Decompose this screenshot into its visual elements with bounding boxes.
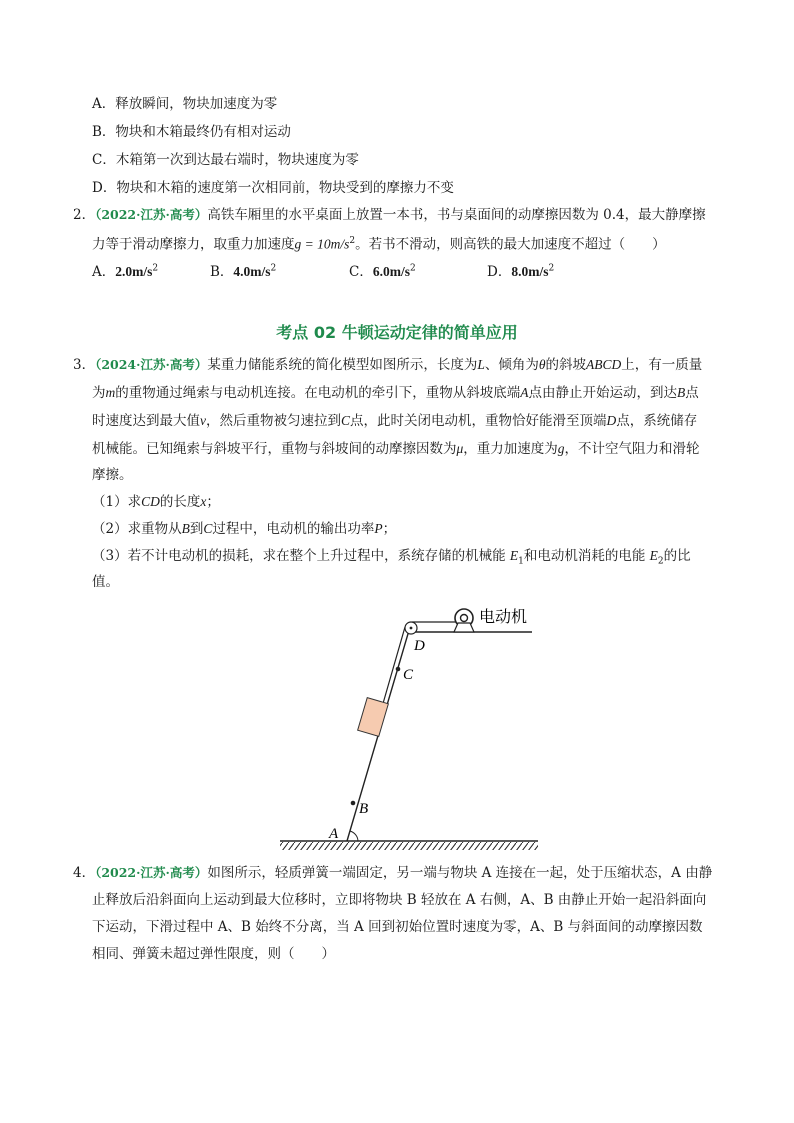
question-source: （2024·江苏·高考） bbox=[95, 357, 208, 372]
q3-text: （3）若不计电动机的损耗，求在整个上升过程中，系统存储的机械能 bbox=[92, 548, 510, 564]
q2-choice-d-label: D． bbox=[487, 264, 512, 280]
q1-option-b: B．物块和木箱最终仍有相对运动 bbox=[92, 124, 291, 140]
ground-hatch bbox=[280, 842, 538, 850]
q2-choice-b-label: B． bbox=[210, 264, 234, 280]
q2-choice-a-label: A． bbox=[92, 264, 116, 280]
q1-option-a: A．释放瞬间，物块加速度为零 bbox=[92, 96, 278, 112]
q2-choice-c bbox=[349, 260, 416, 280]
q3-var-A: A bbox=[520, 385, 529, 400]
q4-line-4: 相同、弹簧未超过弹性限度，则（ ） bbox=[92, 946, 335, 962]
q3-var-g: g bbox=[557, 441, 565, 456]
q2-choice-a bbox=[92, 260, 158, 280]
q3-sub-2 bbox=[92, 520, 396, 538]
q3-var-C: C bbox=[341, 413, 351, 428]
rope-line bbox=[382, 627, 405, 707]
q2-text-1: 高铁车厢里的水平桌面上放置一本书，书与桌面间的动摩擦因数为 0.4，最大静摩擦 bbox=[207, 207, 706, 223]
q3-text: 点由静止开始运动，到达 bbox=[528, 385, 677, 401]
q4-line-2: 止释放后沿斜面向上运动到最大位移时，立即将物块 B 轻放在 A 右侧，A、B 由静止开始一起沿斜面向 bbox=[92, 892, 707, 908]
heavy-block bbox=[358, 698, 389, 737]
q4-text-1: 如图所示，轻质弹簧一端固定，另一端与物块 A 连接在一起，处于压缩状态，A 由静 bbox=[207, 865, 713, 881]
q3-text: 的比 bbox=[663, 548, 691, 564]
q1-option-d: D．物块和木箱的速度第一次相同前，物块受到的摩擦力不变 bbox=[92, 180, 454, 196]
q3-line-1 bbox=[73, 356, 702, 374]
question-source: （2022·江苏·高考） bbox=[95, 865, 208, 880]
q3-line-5: 摩擦。 bbox=[92, 467, 133, 483]
q2-choice-b-sup: 2 bbox=[270, 263, 277, 274]
point-c bbox=[396, 667, 401, 672]
q3-var-x: x bbox=[200, 494, 207, 509]
q4-line-3: 下运动，下滑过程中 A、B 始终不分离，当 A 回到初始位置时速度为零，A、B 与斜面间的动摩擦因数 bbox=[92, 919, 703, 935]
q3-var-E2-sub: 2 bbox=[657, 556, 664, 567]
q3-var-CD: CD bbox=[141, 494, 160, 509]
q3-var-C: C bbox=[203, 521, 213, 536]
q3-var-E1: E bbox=[509, 548, 519, 563]
q3-text: 为 bbox=[92, 385, 106, 401]
question-number: 4． bbox=[73, 865, 96, 881]
q3-text: ； bbox=[382, 521, 397, 537]
q3-var-ABCD: ABCD bbox=[586, 357, 622, 372]
q3-text: ，不计空气阻力和滑轮 bbox=[564, 441, 700, 457]
q3-text: 、倾角为 bbox=[484, 357, 539, 373]
q3-var-mu: μ bbox=[456, 441, 464, 456]
q3-var-m: m bbox=[105, 385, 116, 400]
q2-choice-b-value: 4.0m/s bbox=[233, 264, 271, 279]
q2-choice-d-value: 8.0m/s bbox=[511, 264, 549, 279]
q3-var-D: D bbox=[606, 413, 617, 428]
q2-g-sup: 2 bbox=[349, 236, 356, 246]
q3-text: 到 bbox=[189, 521, 204, 537]
q2-g-equation: g = 10m/s bbox=[294, 236, 350, 252]
q3-text: 时速度达到最大值 bbox=[92, 413, 200, 429]
q4-line-1 bbox=[73, 864, 712, 882]
q3-text: ，重力加速度为 bbox=[463, 441, 558, 457]
label-a: A bbox=[329, 826, 339, 842]
q3-text: 点，此时关闭电动机，重物恰好能滑至顶端 bbox=[350, 413, 607, 429]
motor-label: 电动机 bbox=[479, 607, 528, 626]
q2-text-2b: 。若书不滑动，则高铁的最大加速度不超过（ ） bbox=[355, 236, 666, 253]
q2-line-2 bbox=[92, 232, 666, 254]
q3-sub-1 bbox=[92, 493, 220, 511]
label-d: D bbox=[414, 638, 425, 654]
q3-text: 机械能。已知绳索与斜坡平行，重物与斜坡间的动摩擦因数为 bbox=[92, 441, 457, 457]
label-b: B bbox=[359, 801, 369, 817]
question-number: 3． bbox=[73, 357, 96, 373]
pulley-axle bbox=[410, 627, 413, 630]
q2-choice-d-sup: 2 bbox=[548, 263, 555, 274]
q3-text: ，然后重物被匀速拉到 bbox=[206, 413, 341, 429]
q2-text-2a: 力等于滑动摩擦力，取重力加速度 bbox=[92, 236, 295, 253]
point-b bbox=[351, 801, 356, 806]
q2-choice-c-value: 6.0m/s bbox=[372, 264, 410, 279]
q3-var-L: L bbox=[477, 357, 485, 372]
motor-icon bbox=[454, 609, 474, 632]
q1-option-c: C．木箱第一次到达最右端时，物块速度为零 bbox=[92, 152, 359, 168]
section-title: 考点 02 牛顿运动定律的简单应用 bbox=[276, 323, 518, 342]
q3-text: 上，有一质量 bbox=[621, 357, 703, 373]
q3-sub-3-cont: 值。 bbox=[92, 574, 119, 590]
q3-line-2 bbox=[92, 384, 699, 402]
q2-choice-c-sup: 2 bbox=[409, 263, 416, 274]
q2-choice-b bbox=[210, 260, 276, 280]
q3-var-theta: θ bbox=[538, 357, 546, 372]
q3-sub-3 bbox=[92, 547, 691, 571]
q2-choice-c-label: C． bbox=[349, 264, 373, 280]
label-c: C bbox=[403, 667, 414, 683]
q2-line-1 bbox=[73, 206, 706, 224]
q3-var-E2: E bbox=[649, 548, 658, 563]
q3-var-v: v bbox=[200, 413, 206, 428]
q3-text: 和电动机消耗的电能 bbox=[523, 548, 650, 564]
q3-text: 的斜坡 bbox=[545, 357, 586, 373]
question-source: （2022·江苏·高考） bbox=[95, 207, 208, 222]
q3-text: （1）求 bbox=[92, 494, 142, 510]
q3-var-P: P bbox=[374, 521, 383, 536]
q3-text: （2）求重物从 bbox=[92, 521, 182, 537]
q2-choice-a-value: 2.0m/s bbox=[115, 264, 153, 279]
q3-text: 的长度 bbox=[159, 494, 201, 510]
q3-text: 点，系统储存 bbox=[616, 413, 698, 429]
q3-line-3 bbox=[92, 412, 697, 430]
q3-text: 某重力储能系统的简化模型如图所示，长度为 bbox=[207, 357, 478, 373]
q2-choice-d bbox=[487, 260, 554, 280]
q3-var-B: B bbox=[181, 521, 190, 536]
q3-text: 的重物通过绳索与电动机连接。在电动机的牵引下，重物从斜坡底端 bbox=[115, 385, 521, 401]
q2-choice-a-sup: 2 bbox=[152, 263, 159, 274]
q3-line-4 bbox=[92, 440, 700, 458]
q3-text: ； bbox=[206, 494, 220, 510]
angle-arc bbox=[350, 831, 358, 841]
q3-var-E1-sub: 1 bbox=[518, 556, 524, 567]
q3-var-B: B bbox=[677, 385, 686, 400]
incline-figure bbox=[270, 595, 560, 855]
q3-text: 点 bbox=[685, 385, 699, 401]
q3-text: 过程中，电动机的输出功率 bbox=[212, 521, 375, 537]
question-number: 2． bbox=[73, 207, 96, 223]
